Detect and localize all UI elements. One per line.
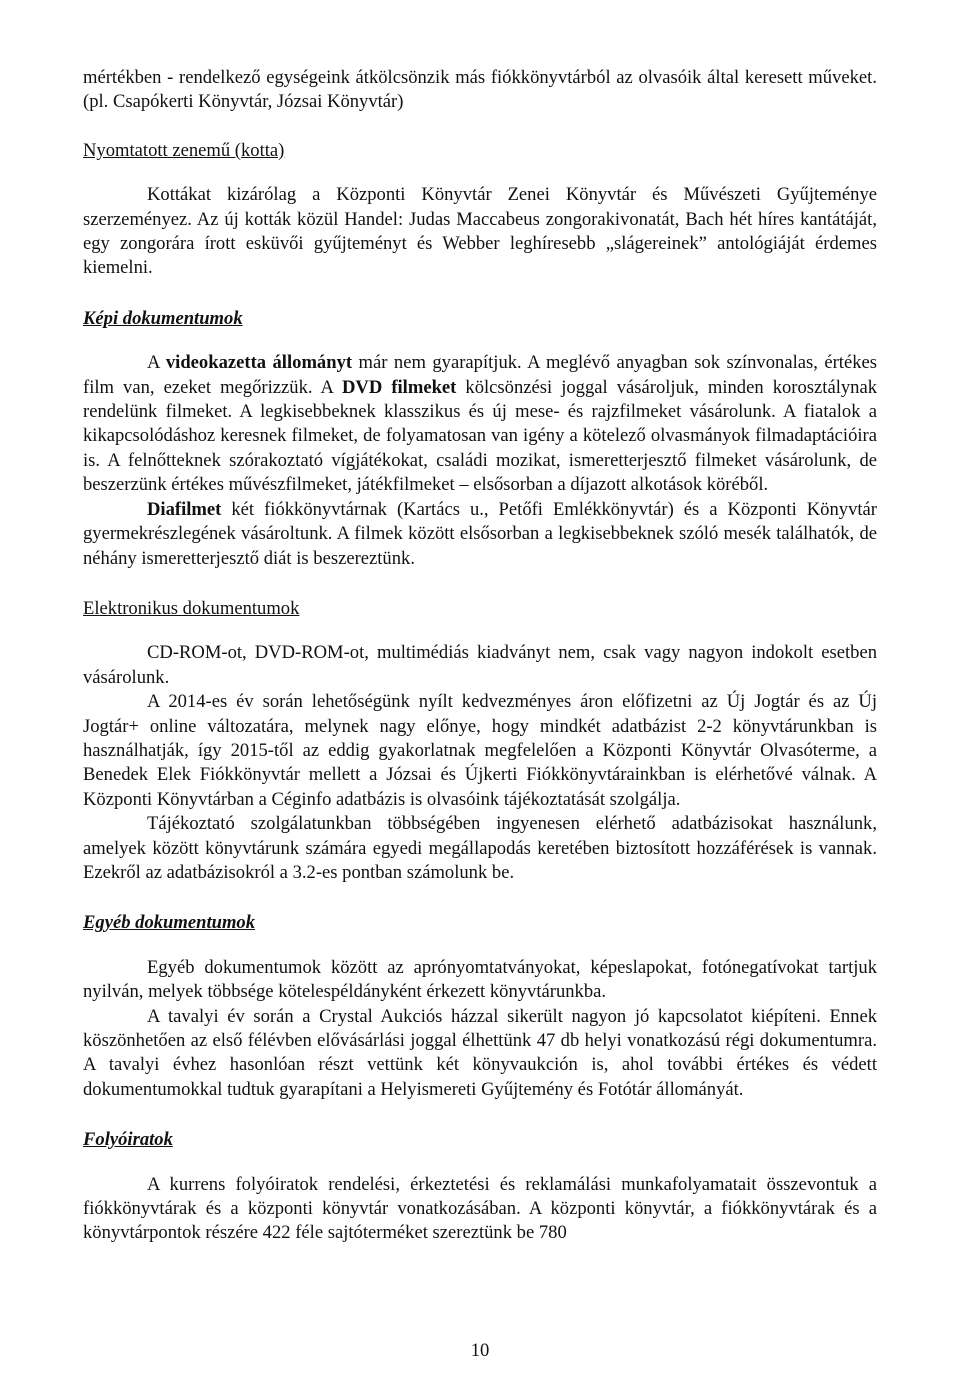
- elektronikus-paragraph-2: A 2014-es év során lehetőségünk nyílt kedvezményes áron előfizetni az Új Jogtár és az Új Jogtár+ online változatára, melynek nagy előnye, hogy mindkét adatbázist 2-2 könyvtárunkban is használhatják, így 2015-től az eddig gyakorlatnak megfelelően a Központi Könyvtár Olvasóterme, a Benedek Elek Fiókkönyvtár mellett a Józsai és Újkerti Fiókkönyvtárainkban is elérhetővé válnak. A Központi Könyvtárban a Céginfo adatbázis is olvasóink tájékoztatását szolgálja.: [83, 691, 877, 810]
- heading-nyomtatott-zenemu: Nyomtatott zenemű (kotta): [83, 139, 285, 161]
- zenemu-paragraph: Kottákat kizárólag a Központi Könyvtár Zenei Könyvtár és Művészeti Gyűjteménye szerzeményez. Az új kották közül Handel: Judas Maccabeus zongorakivonatát, Bach hét híres kantátáját, egy zongorára írott esküvői gyűjteményt és Webber leghíresebb „slágereinek” antológiáját érdemes kiemelni.: [83, 184, 877, 279]
- kepi-paragraph-2: [83, 498, 877, 571]
- kepi-p2-bold-diafilmet: Diafilmet: [147, 498, 222, 520]
- kepi-p2-b: két fiókkönyvtárnak (Kartács u., Petőfi Emlékkönyvtár) és a Központi Könyvtár gyermekrészlegének vásároltunk. A filmek között elsősorban a legkisebbeknek szóló mesék találhatók, de néhány ismeretterjesztő diát is beszereztünk.: [83, 498, 877, 569]
- folyoiratok-paragraph: A kurrens folyóiratok rendelési, érkeztetési és reklamálási munkafolyamatait összevontuk a fiókkönyvtárak és a központi könyvtár vonatkozásában. A központi könyvtár, a fiókkönyvtárak és a könyvtárpontok részére 422 féle sajtóterméket szereztünk be 780: [83, 1173, 877, 1244]
- kepi-p1-c: már nem gyarapítjuk. A meglévő anyagban sok színvonalas, értékes film van, ezeket megőrizzük. A: [83, 352, 877, 398]
- document-page: [83, 66, 877, 1246]
- kepi-p1-e: kölcsönzési joggal vásároljuk, minden korosztálynak rendelünk filmeket. A legkisebbeknek klasszikus és új mese- és rajzfilmeket vásárolunk. A fiatalok a kikapcsolódáshoz keresnek filmeket, de folyamatosan van igény a kötelező olvasmányok filmadaptációira is. A felnőtteknek szórakoztató vígjátékokat, családi mozikat, ismeretterjesztő filmeket vásárolunk, de beszerzünk értékes művészfilmeket, játékfilmeket – elsősorban a díjazott alkotások köréből.: [83, 376, 878, 496]
- elektronikus-paragraph-1: CD-ROM-ot, DVD-ROM-ot, multimédiás kiadványt nem, csak vagy nagyon indokolt esetben vásárolunk.: [83, 642, 877, 688]
- egyeb-paragraph-2: A tavalyi év során a Crystal Aukciós házzal sikerült nagyon jó kapcsolatot kiépíteni. Ennek köszönhetően az első félévben elővásárlási joggal élhettünk 47 db helyi vonatkozású régi dokumentumra. A tavalyi évhez hasonlóan részt vettünk két könyvaukción is, ahol további értékes és védett dokumentumokkal tudtuk gyarapítani a Helyismereti Gyűjtemény és Fotótár állományát.: [83, 1005, 877, 1100]
- heading-elektronikus-dokumentumok: Elektronikus dokumentumok: [83, 597, 300, 619]
- heading-egyeb-dokumentumok: Egyéb dokumentumok: [83, 912, 256, 934]
- kepi-p1-bold-videokazetta: videokazetta állományt: [165, 352, 353, 374]
- kepi-p1-a: A: [147, 352, 166, 374]
- intro-paragraph: mértékben - rendelkező egységeink átkölcsönzik más fiókkönyvtárból az olvasóik által keresett műveket. (pl. Csapókerti Könyvtár, Józsai Könyvtár): [83, 67, 877, 113]
- elektronikus-paragraph-3: Tájékoztató szolgálatunkban többségében ingyenesen elérhető adatbázisokat használunk, amelyek között könyvtárunk számára egyedi megállapodás keretében biztosított hozzáférések is vannak. Ezekről az adatbázisokról a 3.2-es pontban számolunk be.: [83, 813, 877, 883]
- egyeb-paragraph-1: Egyéb dokumentumok között az aprónyomtatványokat, képeslapokat, fotónegatívokat tartjuk nyilván, melyek többsége kötelespéldányként érkezett könyvtárunkba.: [83, 956, 877, 1003]
- page-number: 10: [470, 1340, 490, 1361]
- heading-folyoiratok: Folyóiratok: [83, 1129, 173, 1151]
- kepi-paragraph-1: [83, 351, 877, 497]
- kepi-p1-bold-dvd: DVD filmeket: [341, 376, 457, 398]
- heading-kepi-dokumentumok: Képi dokumentumok: [83, 307, 243, 329]
